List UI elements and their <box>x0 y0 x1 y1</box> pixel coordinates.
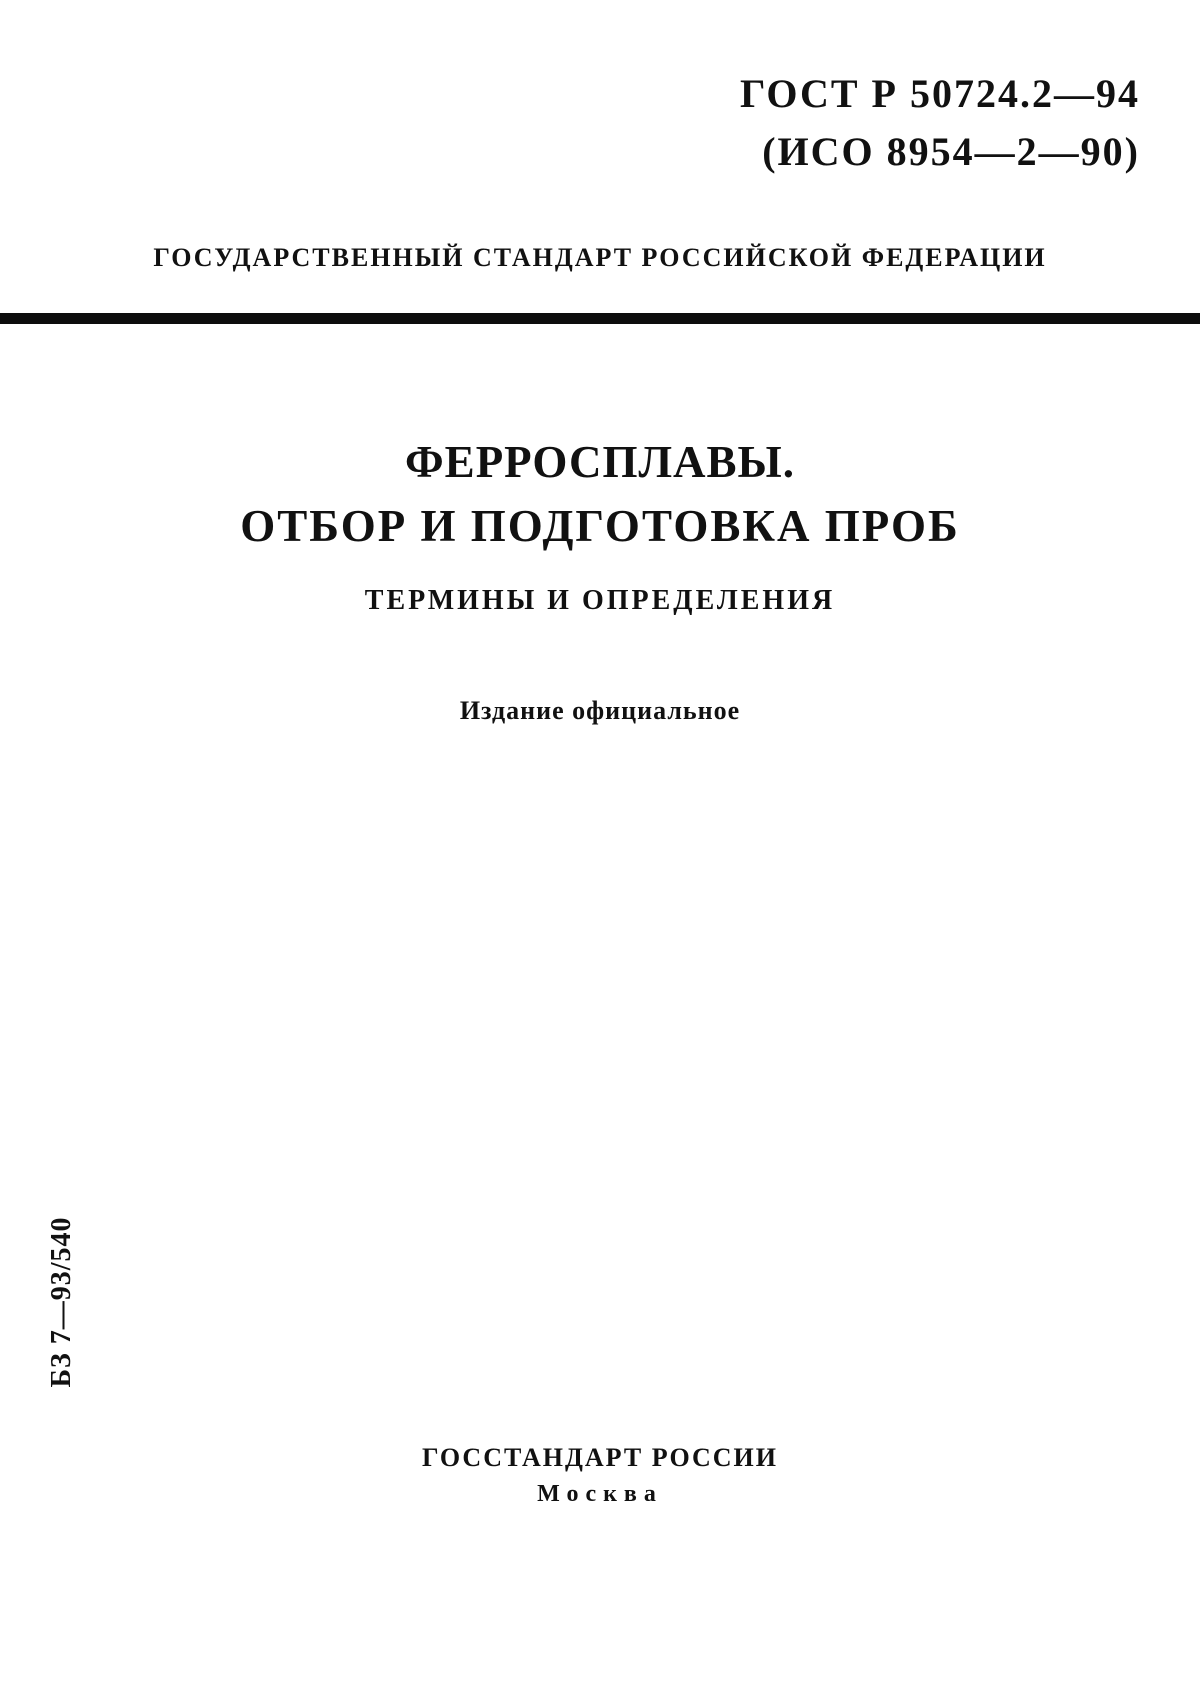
publisher-name: ГОССТАНДАРТ РОССИИ <box>421 1443 778 1472</box>
document-title-line-1: ФЕРРОСПЛАВЫ. <box>405 437 795 487</box>
document-title-line-2: ОТБОР И ПОДГОТОВКА ПРОБ <box>240 501 960 551</box>
horizontal-rule <box>0 313 1200 324</box>
iso-code: (ИСО 8954—2—90) <box>762 129 1140 174</box>
document-subtitle: ТЕРМИНЫ И ОПРЕДЕЛЕНИЯ <box>364 585 836 616</box>
standard-code: ГОСТ Р 50724.2—94 <box>739 71 1140 116</box>
side-code: БЗ 7—93/540 <box>46 1216 77 1388</box>
state-standard-heading: ГОСУДАРСТВЕННЫЙ СТАНДАРТ РОССИЙСКОЙ ФЕДЕРАЦИИ <box>153 243 1047 272</box>
publisher-city: Москва <box>537 1481 663 1507</box>
edition-label: Издание официальное <box>459 696 741 725</box>
